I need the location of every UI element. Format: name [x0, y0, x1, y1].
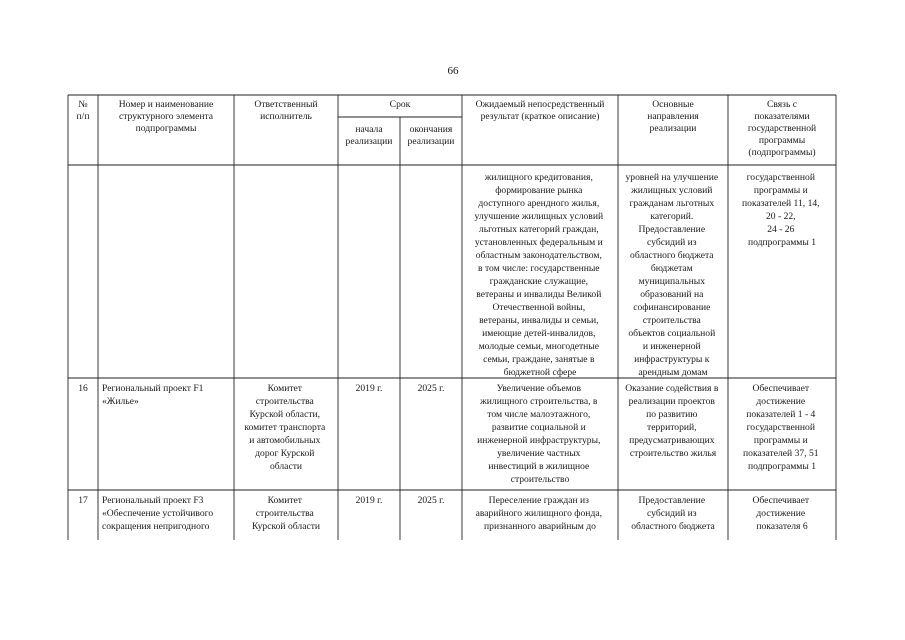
header-result: Ожидаемый непосредственный результат (краткое описание): [475, 99, 605, 122]
header-start: начала реализации: [345, 124, 393, 147]
header-name: Номер и наименование структурного элемента подпрограммы: [118, 99, 214, 134]
page-number: 66: [447, 65, 459, 77]
header-end: окончания реализации: [407, 124, 455, 147]
table-row: [78, 383, 821, 485]
header-term: Срок: [389, 99, 411, 110]
table-row: [78, 495, 811, 532]
header-num: № п/п: [76, 99, 90, 122]
header-directions: Основные направления реализации: [647, 99, 699, 134]
row-directions: Предоставление субсидий из областного бюджета: [631, 495, 715, 532]
header-link: Связь с показателями государственной программы (подпрограммы): [747, 99, 817, 158]
row-result: Увеличение объемов жилищного строительства, в том числе малоэтажного, развитие социальной и инженерной инфраструктуры, увеличение частных инвестиций в жилищное строительство: [477, 383, 601, 485]
header-executor: Ответственный исполнитель: [254, 99, 318, 122]
table-grid: [68, 95, 836, 540]
continuation-row: [474, 172, 822, 378]
continuation-directions: уровней на улучшение жилищных условий гражданам льготных категорий. Предоставление субсидий из областного бюджета бюджетам муниципальных образований на софинансирование строительства объектов социальной и инженерной инфраструктуры к арендным домам: [625, 172, 719, 378]
row-directions: Оказание содействия в реализации проектов по развитию территорий, предусматривающих строительство жилья: [625, 383, 719, 459]
row-name: Региональный проект F3 «Обеспечение устойчивого сокращения непригодного: [102, 495, 214, 532]
continuation-link: государственной программы и показателей 11, 14, 20 - 22, 24 - 26 подпрограммы 1: [742, 172, 820, 248]
row-executor: Комитет строительства Курской области, комитет транспорта и автомобильных дорог Курской области: [244, 383, 326, 472]
continuation-result: жилищного кредитования, формирование рынка доступного арендного жилья, улучшение жилищных условий льготных категорий граждан, установленных федеральным и областным законодательством, в том числе: государственные гражданские служащие, ветераны и инвалиды Великой Отечественной войны, ветераны, инвалиды и семьи, имеющие детей-инвалидов, молодые семьи, многодетные семьи, граждане, занятые в бюджетной сфере: [474, 172, 604, 378]
row-number: 16: [78, 383, 88, 394]
row-link: Обеспечивает достижение показателя 6: [752, 495, 810, 532]
row-executor: Комитет строительства Курской области: [251, 495, 321, 532]
row-end: 2025 г.: [417, 383, 445, 394]
row-end: 2025 г.: [417, 495, 445, 506]
row-name: Региональный проект F1 «Жилье»: [102, 383, 204, 407]
row-result: Переселение граждан из аварийного жилищного фонда, признанного аварийным до: [475, 495, 602, 532]
row-start: 2019 г.: [355, 383, 383, 394]
row-link: Обеспечивает достижение показателей 1 - 4 государственной программы и показателей 37, 51 подпрограммы 1: [743, 383, 819, 472]
table-header: [77, 99, 817, 158]
row-start: 2019 г.: [355, 495, 383, 506]
row-number: 17: [78, 495, 88, 506]
